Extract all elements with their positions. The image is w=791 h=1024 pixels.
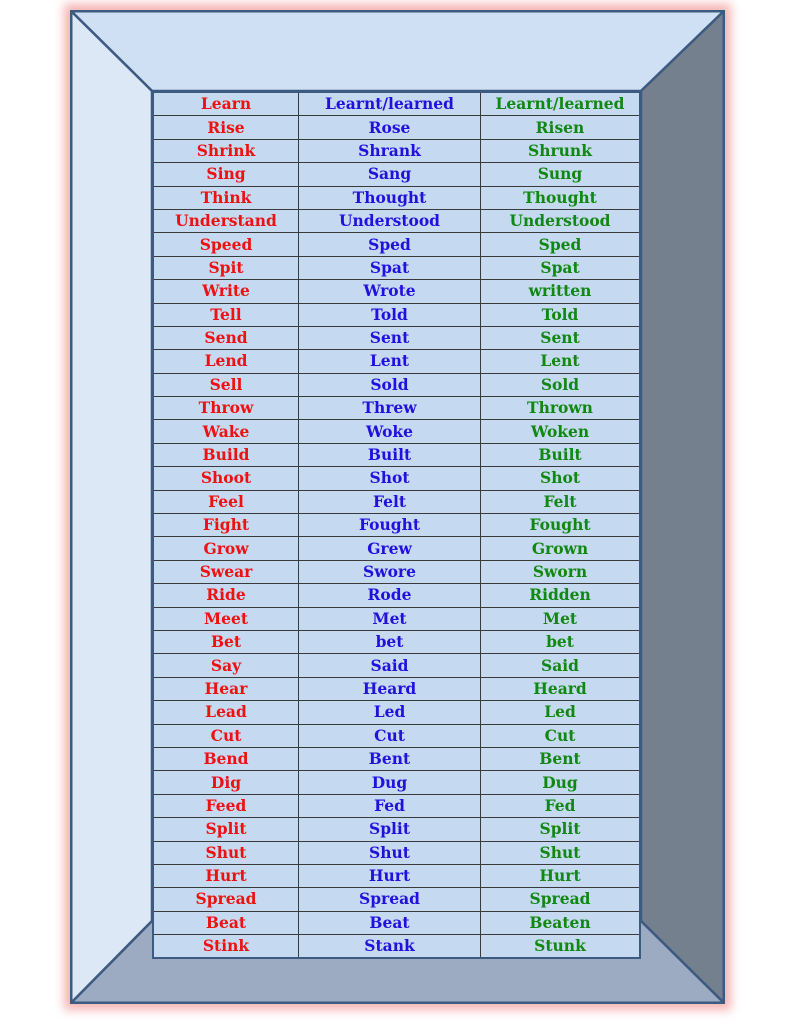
base-form-cell: Feed [153,794,299,817]
table-row [153,92,640,116]
base-form-cell: Sing [153,163,299,186]
base-form-cell: Bet [153,630,299,653]
past-simple-cell: Rose [299,116,481,139]
base-form-cell: Meet [153,607,299,630]
table-row [153,771,640,794]
base-form-cell: Speed [153,233,299,256]
base-form-cell: Swear [153,560,299,583]
past-participle-cell: written [481,280,641,303]
base-form-cell: Write [153,280,299,303]
past-participle-cell: Thought [481,186,641,209]
base-form-cell: Understand [153,209,299,232]
table-row [153,560,640,583]
past-participle-cell: Shot [481,467,641,490]
table-row [153,373,640,396]
past-simple-cell: Sold [299,373,481,396]
past-participle-cell: Told [481,303,641,326]
base-form-cell: Split [153,818,299,841]
table-row [153,607,640,630]
base-form-cell: Build [153,443,299,466]
table-row [153,256,640,279]
table-row [153,350,640,373]
table-row [153,701,640,724]
base-form-cell: Stink [153,935,299,959]
past-participle-cell: Shut [481,841,641,864]
past-simple-cell: Shut [299,841,481,864]
past-simple-cell: Hurt [299,864,481,887]
past-simple-cell: Understood [299,209,481,232]
past-participle-cell: Learnt/learned [481,92,641,116]
past-participle-cell: Understood [481,209,641,232]
table-row [153,818,640,841]
table-row [153,724,640,747]
table-row [153,467,640,490]
base-form-cell: Shut [153,841,299,864]
table-row [153,420,640,443]
past-participle-cell: Sung [481,163,641,186]
past-simple-cell: Threw [299,397,481,420]
base-form-cell: Think [153,186,299,209]
past-simple-cell: Sent [299,326,481,349]
base-form-cell: Wake [153,420,299,443]
past-participle-cell: Sworn [481,560,641,583]
base-form-cell: Rise [153,116,299,139]
table-row [153,443,640,466]
past-simple-cell: bet [299,630,481,653]
past-simple-cell: Cut [299,724,481,747]
past-participle-cell: Said [481,654,641,677]
table-row [153,490,640,513]
past-participle-cell: Spat [481,256,641,279]
past-participle-cell: Met [481,607,641,630]
past-simple-cell: Told [299,303,481,326]
base-form-cell: Lend [153,350,299,373]
past-participle-cell: Lent [481,350,641,373]
base-form-cell: Ride [153,584,299,607]
past-participle-cell: Dug [481,771,641,794]
past-simple-cell: Said [299,654,481,677]
table-row [153,864,640,887]
past-simple-cell: Woke [299,420,481,443]
past-simple-cell: Dug [299,771,481,794]
base-form-cell: Beat [153,911,299,934]
table-row [153,163,640,186]
table-row [153,794,640,817]
past-simple-cell: Led [299,701,481,724]
past-participle-cell: Fought [481,514,641,537]
past-participle-cell: Felt [481,490,641,513]
base-form-cell: Learn [153,92,299,116]
base-form-cell: Hear [153,677,299,700]
base-form-cell: Throw [153,397,299,420]
past-participle-cell: Sped [481,233,641,256]
past-simple-cell: Bent [299,747,481,770]
base-form-cell: Spit [153,256,299,279]
table-row [153,280,640,303]
table-row [153,584,640,607]
past-participle-cell: Ridden [481,584,641,607]
past-participle-cell: Heard [481,677,641,700]
past-participle-cell: Shrunk [481,139,641,162]
base-form-cell: Dig [153,771,299,794]
past-participle-cell: Hurt [481,864,641,887]
bevel-top [70,10,725,91]
past-simple-cell: Sped [299,233,481,256]
past-participle-cell: Fed [481,794,641,817]
base-form-cell: Send [153,326,299,349]
base-form-cell: Cut [153,724,299,747]
past-simple-cell: Split [299,818,481,841]
table-row [153,397,640,420]
past-simple-cell: Grew [299,537,481,560]
irregular-verbs-table [152,91,641,959]
past-simple-cell: Learnt/learned [299,92,481,116]
table-row [153,747,640,770]
past-simple-cell: Stank [299,935,481,959]
base-form-cell: Bend [153,747,299,770]
table-row [153,139,640,162]
past-simple-cell: Heard [299,677,481,700]
past-simple-cell: Sang [299,163,481,186]
past-simple-cell: Beat [299,911,481,934]
past-simple-cell: Thought [299,186,481,209]
past-participle-cell: Thrown [481,397,641,420]
past-participle-cell: Stunk [481,935,641,959]
past-participle-cell: Sent [481,326,641,349]
base-form-cell: Say [153,654,299,677]
table-row [153,186,640,209]
verb-table-body [153,92,640,958]
past-participle-cell: Grown [481,537,641,560]
base-form-cell: Sell [153,373,299,396]
table-row [153,514,640,537]
past-simple-cell: Fed [299,794,481,817]
past-participle-cell: Bent [481,747,641,770]
base-form-cell: Tell [153,303,299,326]
past-participle-cell: Cut [481,724,641,747]
table-row [153,841,640,864]
past-participle-cell: Led [481,701,641,724]
past-participle-cell: Spread [481,888,641,911]
past-participle-cell: Woken [481,420,641,443]
table-row [153,209,640,232]
bevel-right [641,10,725,1004]
past-simple-cell: Rode [299,584,481,607]
base-form-cell: Grow [153,537,299,560]
base-form-cell: Fight [153,514,299,537]
table-row [153,116,640,139]
past-participle-cell: Split [481,818,641,841]
base-form-cell: Lead [153,701,299,724]
past-participle-cell: bet [481,630,641,653]
table-row [153,677,640,700]
base-form-cell: Shoot [153,467,299,490]
past-simple-cell: Swore [299,560,481,583]
past-simple-cell: Fought [299,514,481,537]
table-row [153,935,640,959]
past-simple-cell: Felt [299,490,481,513]
table-row [153,233,640,256]
base-form-cell: Shrink [153,139,299,162]
past-simple-cell: Shrank [299,139,481,162]
table-row [153,326,640,349]
past-simple-cell: Spread [299,888,481,911]
past-simple-cell: Built [299,443,481,466]
table-row [153,630,640,653]
past-participle-cell: Beaten [481,911,641,934]
table-row [153,911,640,934]
table-row [153,654,640,677]
past-simple-cell: Wrote [299,280,481,303]
past-participle-cell: Risen [481,116,641,139]
base-form-cell: Hurt [153,864,299,887]
bevel-left [70,10,152,1004]
table-row [153,303,640,326]
base-form-cell: Feel [153,490,299,513]
table-row [153,537,640,560]
past-participle-cell: Sold [481,373,641,396]
base-form-cell: Spread [153,888,299,911]
past-simple-cell: Met [299,607,481,630]
past-participle-cell: Built [481,443,641,466]
table-row [153,888,640,911]
past-simple-cell: Shot [299,467,481,490]
past-simple-cell: Lent [299,350,481,373]
past-simple-cell: Spat [299,256,481,279]
